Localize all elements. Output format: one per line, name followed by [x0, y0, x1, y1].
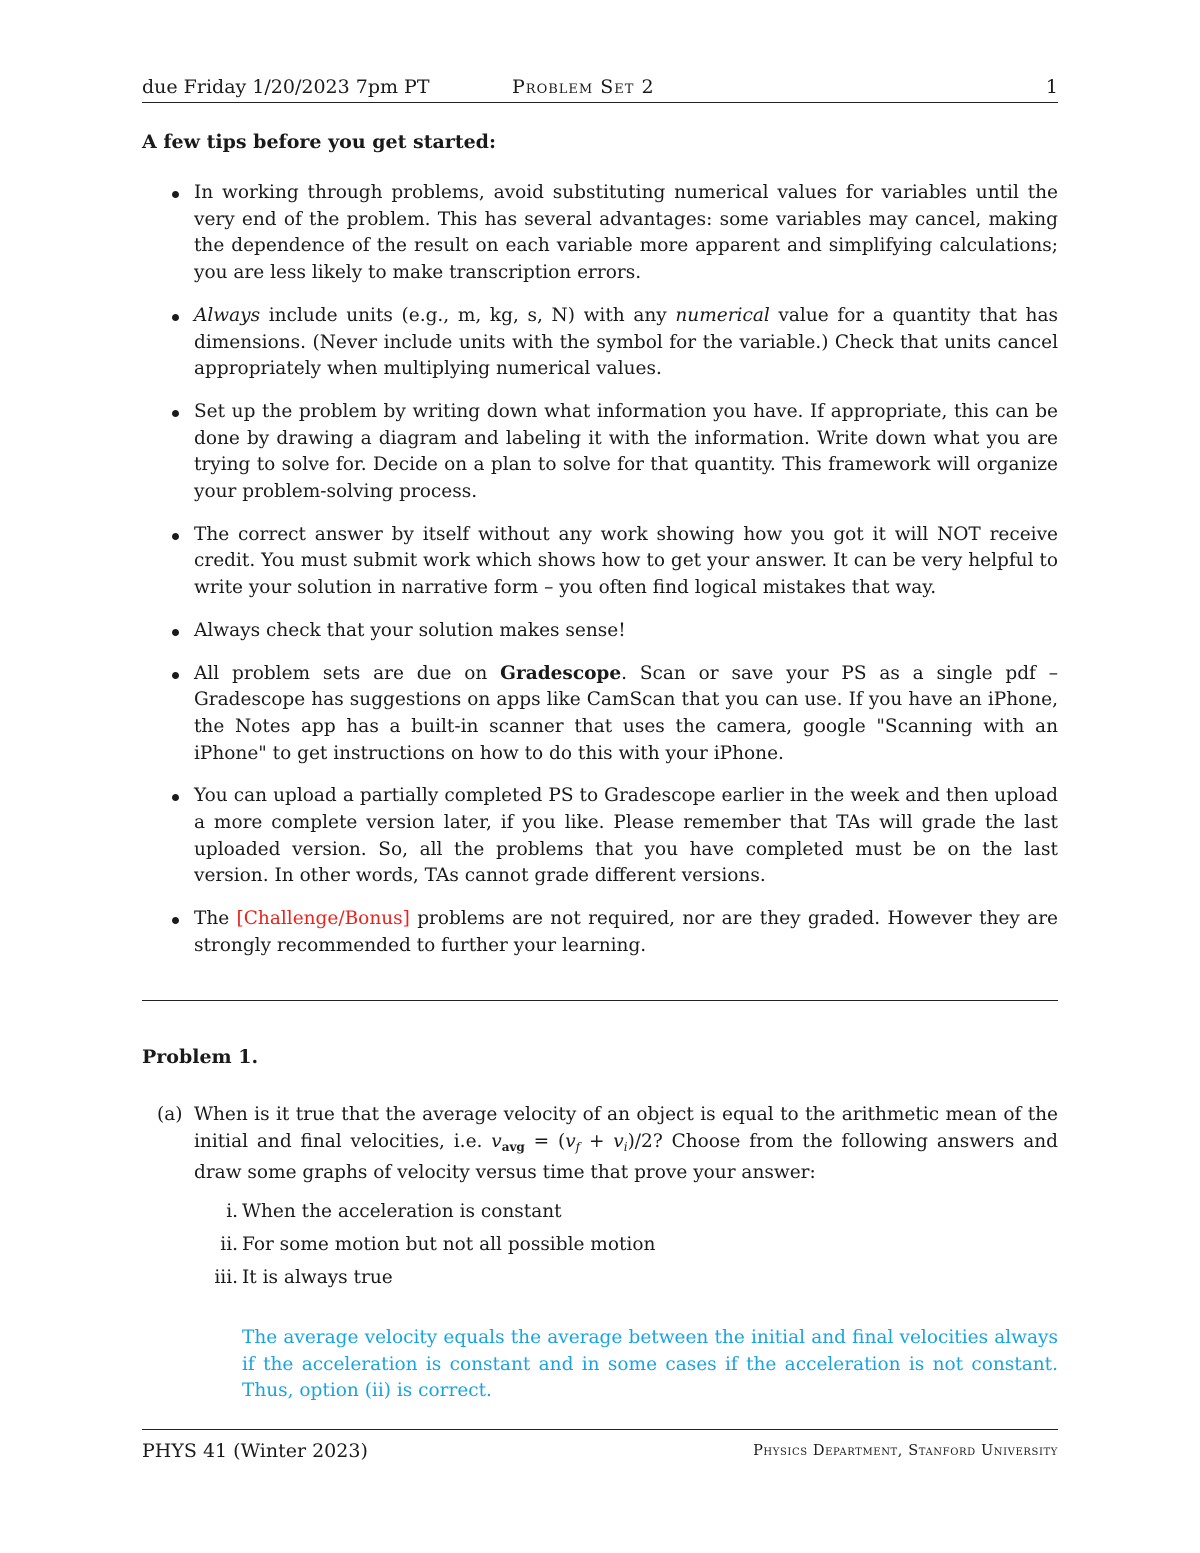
math-subscript: avg: [501, 1139, 525, 1154]
tip-text: The: [194, 908, 237, 930]
tip-text: All problem sets are due on: [194, 662, 501, 684]
math-subscript: i: [623, 1139, 628, 1154]
option-item: [142, 1198, 1058, 1231]
option-item: [142, 1231, 1058, 1264]
bullet-icon: [172, 629, 179, 636]
section-divider: [142, 1000, 1058, 1001]
answer-options: [142, 1198, 1058, 1297]
tip-item: [142, 618, 1058, 645]
bullet-icon: [172, 794, 179, 801]
page-header: [142, 76, 1058, 103]
tip-text: . Scan or save your PS as a single pdf – Gradescope has suggestions on apps like CamScan that you can use. If you have an iPhone, the Notes app has a built-in scanner that uses the camera, google "Scanning with an iPhone" to get instructions on how to do this with your iPhone.: [194, 662, 1058, 764]
tip-text: problems are not required, nor are they graded. However they are strongly recommended to further your learning.: [194, 908, 1058, 956]
gradescope-name: Gradescope: [500, 662, 622, 684]
option-text: For some motion but not all possible motion: [242, 1234, 656, 1255]
tips-list: [142, 180, 1058, 976]
question-text: When is it true that the average velocity of an object is equal to the arithmetic mean of the initial and final velocities, i.e.: [194, 1104, 1058, 1152]
option-number: i.: [226, 1201, 238, 1222]
math-symbol: v: [565, 1130, 576, 1152]
tips-heading: A few tips before you get started:: [142, 131, 496, 153]
question-text: Choose from the following answers and draw some graphs of velocity versus time that prove your answer:: [194, 1130, 1058, 1184]
tip-emphasis: Always: [194, 304, 261, 326]
bullet-icon: [172, 672, 179, 679]
page-number: 1: [1045, 76, 1058, 98]
bullet-icon: [172, 917, 179, 924]
due-date: due Friday 1/20/2023 7pm PT: [142, 76, 430, 98]
tip-item: [142, 661, 1058, 768]
option-text: When the acceleration is constant: [242, 1201, 562, 1222]
bullet-icon: [172, 533, 179, 540]
tip-text: In working through problems, avoid substituting numerical values for variables until the very end of the problem. This has several advantages: some variables may cancel, making the dependence of the result on each variable more apparent and simplifying calculations; you are less likely to make transcription errors.: [194, 182, 1058, 284]
bullet-icon: [172, 314, 179, 321]
math-operator: +: [580, 1130, 614, 1152]
page-footer: [142, 1429, 1058, 1470]
part-label: (a): [157, 1104, 183, 1125]
math-operator: = (: [524, 1130, 566, 1152]
problem-set-title: Problem Set 2: [512, 76, 655, 98]
solution-answer: The average velocity equals the average between the initial and final velocities always if the acceleration is constant and in some cases if the acceleration is not constant. Thus, option (ii) is correct.: [242, 1327, 1058, 1402]
tip-text: include units (e.g., m, kg, s, N) with any: [260, 304, 676, 326]
math-symbol: v: [613, 1130, 624, 1152]
tip-text: Always check that your solution makes sense!: [194, 619, 626, 641]
tip-text: You can upload a partially completed PS to Gradescope earlier in the week and then upload a more complete version later, if you like. Please remember that TAs will grade the last uploaded version. So, all the problems that you have completed must be on the last version. In other words, TAs cannot grade different versions.: [194, 785, 1058, 887]
option-text: It is always true: [242, 1267, 393, 1288]
math-symbol: v: [491, 1130, 502, 1152]
option-number: ii.: [220, 1234, 238, 1255]
tip-text: Set up the problem by writing down what information you have. If appropriate, this can be done by drawing a diagram and labeling it with the information. Write down what you are trying to solve for. Decide on a plan to solve for that quantity. This framework will organize your problem-solving process.: [194, 400, 1058, 503]
department-name: Physics Department, Stanford University: [753, 1443, 1058, 1459]
tip-text: value for a quantity that has dimensions. (Never include units with the symbol for the variable.) Check that units cancel appropriately when multiplying numerical values.: [194, 304, 1058, 380]
tip-text: The correct answer by itself without any work showing how you got it will NOT receive credit. You must submit work which shows how to get your answer. It can be very helpful to write your solution in narrative form – you often find logical mistakes that way.: [194, 523, 1058, 599]
option-item: [142, 1264, 1058, 1297]
tip-emphasis: numerical: [675, 304, 770, 326]
problem-title: Problem 1.: [142, 1046, 259, 1068]
option-number: iii.: [214, 1267, 238, 1288]
problem-part-a: [142, 1102, 1058, 1187]
math-operator: )/2?: [627, 1130, 663, 1152]
tip-item: [142, 180, 1058, 287]
tip-item: [142, 906, 1058, 959]
course-name: PHYS 41 (Winter 2023): [142, 1440, 368, 1462]
tip-item: [142, 783, 1058, 890]
math-subscript: f: [575, 1139, 581, 1154]
tip-item: [142, 399, 1058, 506]
tip-item: [142, 303, 1058, 383]
part-question: [194, 1102, 1058, 1187]
challenge-bonus-tag: [Challenge/Bonus]: [236, 908, 410, 930]
tip-item: [142, 522, 1058, 602]
bullet-icon: [172, 191, 179, 198]
bullet-icon: [172, 410, 179, 417]
